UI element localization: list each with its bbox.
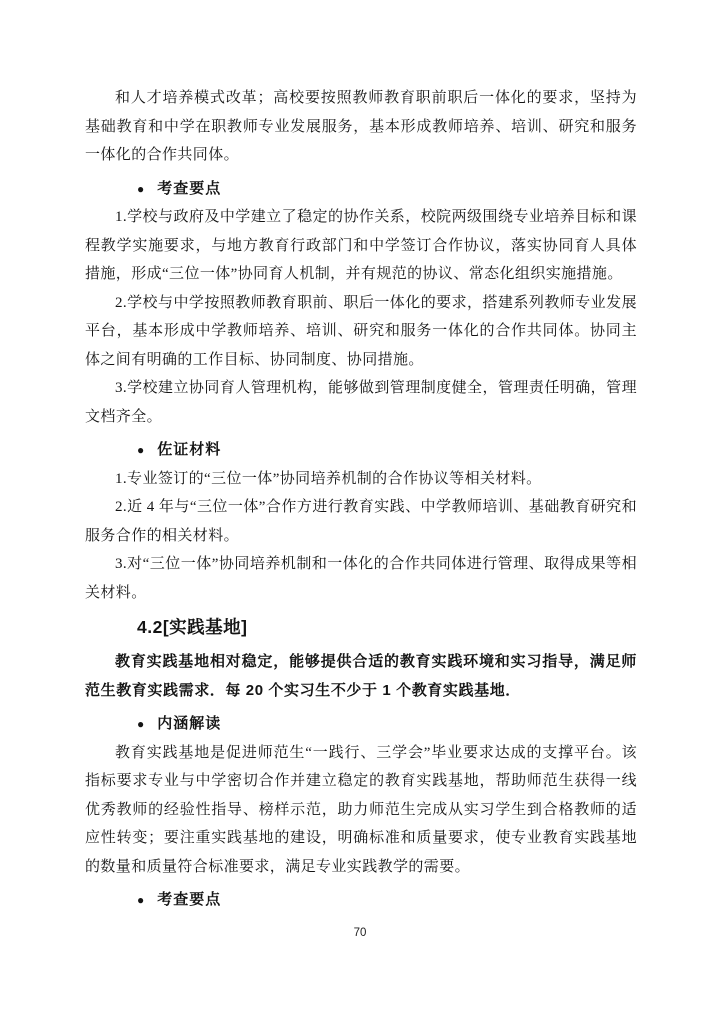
bullet-heading-interpretation [85,710,637,739]
bullet-icon: ● [137,717,145,732]
bullet-icon: ● [137,443,145,458]
page-number: 70 [353,927,367,939]
standard-paragraph: 教育实践基地相对稳定，能够提供合适的教育实践环境和实习指导，满足师范生教育实践需求．每 20 个实习生不少于 1 个教育实践基地． [85,653,637,699]
list-item-evidence: 1.专业签订的“三位一体”协同培养机制的合作协议等相关材料。 [115,470,542,487]
bullet-heading-label: 考查要点 [157,891,222,908]
bullet-icon: ● [137,181,145,196]
document-content [85,84,637,915]
bullet-heading-label: 考查要点 [157,179,222,197]
bullet-heading-key-points-1 [85,175,637,204]
section-heading-4-2: 4.2[实践基地] [137,617,248,637]
body-paragraph-intro: 和人才培养模式改革；高校要按照教师教育职前职后一体化的要求，坚持为基础教育和中学在职教师专业发展服务，基本形成教师培养、培训、研究和服务一体化的合作共同体。 [85,90,637,163]
bullet-heading-label: 佐证材料 [157,441,222,458]
list-item-key-point: 2.学校与中学按照教师教育职前、职后一体化的要求，搭建系列教师专业发展平台，基本形成中学教师培养、培训、研究和服务一体化的合作共同体。协同主体之间有明确的工作目标、协同制度、协同措施。 [85,294,637,368]
list-item-key-point: 1.学校与政府及中学建立了稳定的协作关系，校院两级围绕专业培养目标和课程教学实施要求，与地方教育行政部门和中学签订合作协议，落实协同育人具体措施，形成“三位一体”协同育人机制，并有规范的协议、常态化组织实施措施。 [85,209,637,282]
bullet-heading-key-points-2 [85,886,637,915]
list-item-key-point: 3.学校建立协同育人管理机构，能够做到管理制度健全，管理责任明确，管理文档齐全。 [85,380,637,425]
list-item-evidence: 2.近 4 年与“三位一体”合作方进行教育实践、中学教师培训、基础教育研究和服务合作的相关材料。 [85,499,637,544]
bullet-heading-label: 内涵解读 [157,715,222,732]
body-paragraph-interpretation: 教育实践基地是促进师范生“一践行、三学会”毕业要求达成的支撑平台。该指标要求专业与中学密切合作并建立稳定的教育实践基地，帮助师范生获得一线优秀教师的经验性指导、榜样示范，助力师范生完成从实习学生到合格教师的适应性转变；要注重实践基地的建设，明确标准和质量要求，使专业教育实践基地的数量和质量符合标准要求，满足专业实践教学的需要。 [85,744,637,875]
bullet-icon: ● [137,893,145,908]
list-item-evidence: 3.对“三位一体”协同培养机制和一体化的合作共同体进行管理、取得成果等相关材料。 [85,556,637,601]
bullet-heading-evidence [85,436,637,465]
